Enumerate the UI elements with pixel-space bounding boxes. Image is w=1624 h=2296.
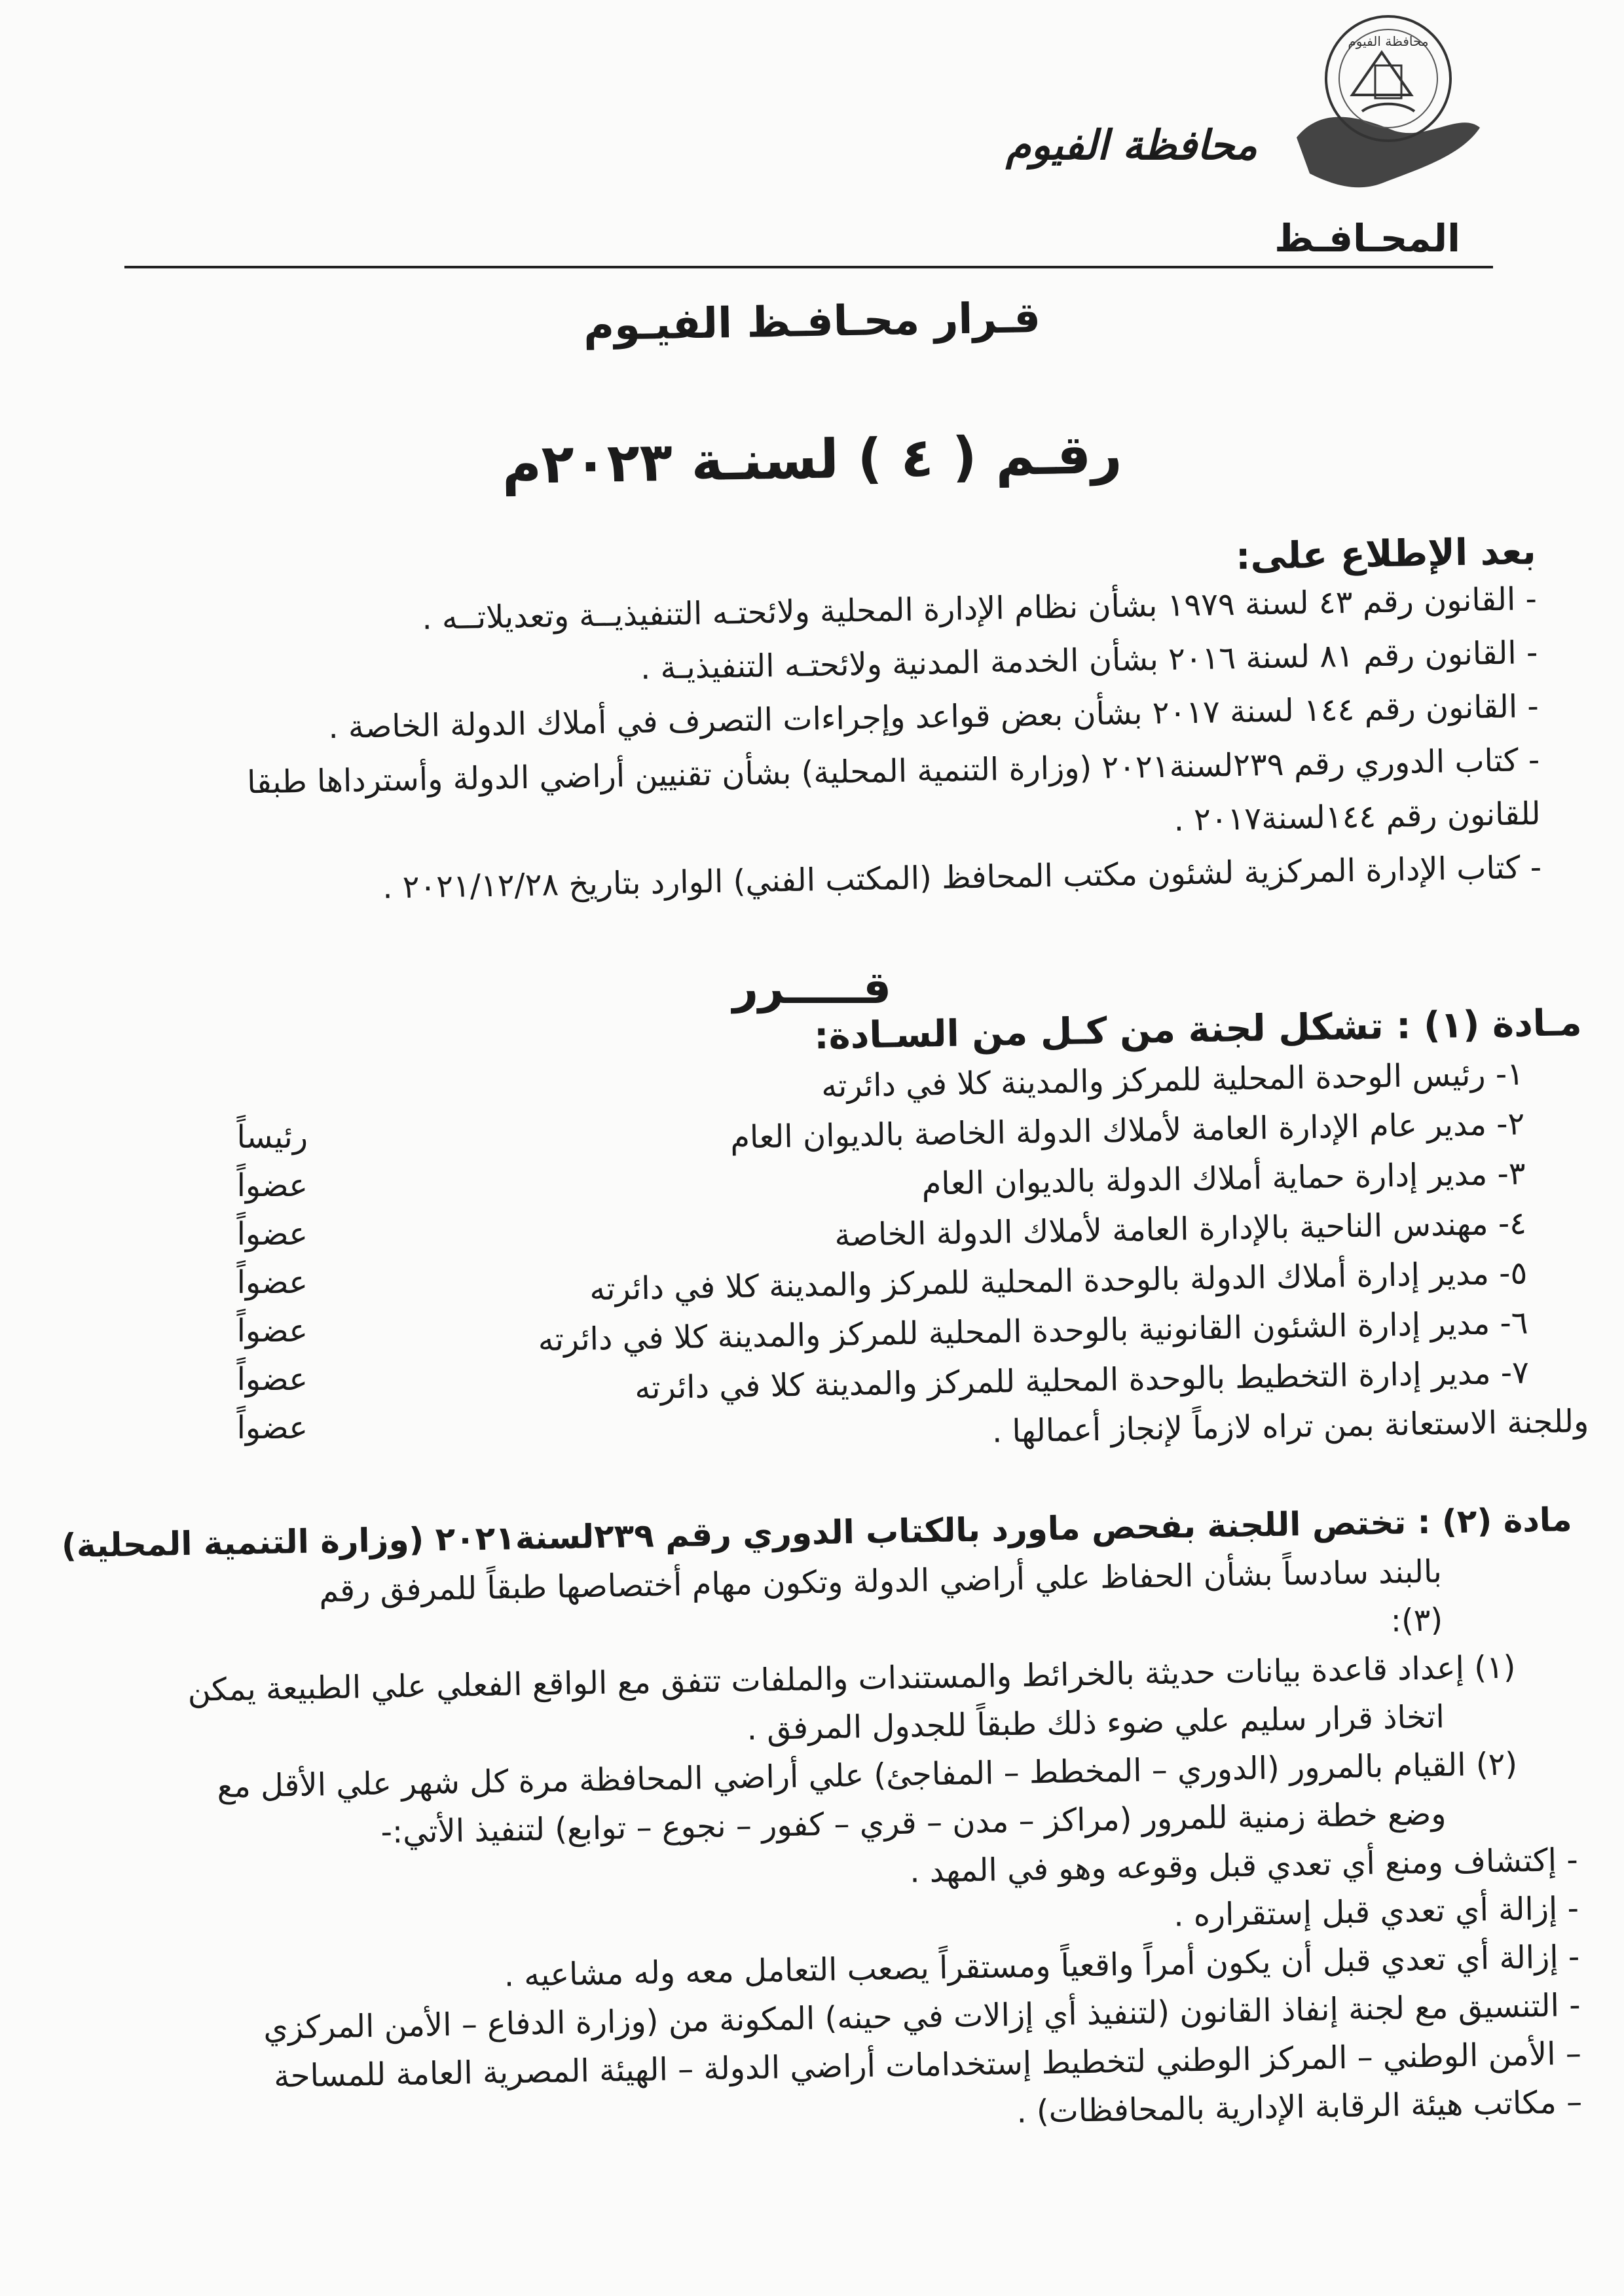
- article-2-heading: مادة (٢) : تختص اللجنة بفحص ماورد بالكتاب الدوري رقم ٢٣٩لسنة٢٠٢١ (وزارة التنمية المحلية): [61, 1500, 1573, 1565]
- article-1-heading: مـادة (١) : تشكل لجنة من كـل من السـادة:: [813, 1002, 1583, 1058]
- task-line: – مكاتب هيئة الرقابة الإدارية بالمحافظات) .: [1016, 2083, 1583, 2130]
- task-line: (١) إعداد قاعدة بيانات حديثة بالخرائط والمستندات والملفات تتفق مع الواقع الفعلي علي الطبيعة يمكن: [187, 1649, 1516, 1709]
- governorate-name: محافظة الفيوم: [1005, 121, 1257, 169]
- recital-item: - القانون رقم ٨١ لسنة ٢٠١٦ بشأن الخدمة المدنية ولائحتـه التنفيذيـة .: [640, 634, 1538, 687]
- committee-member: ١- رئيس الوحدة المحلية للمركز والمدينة كلا في دائرته: [821, 1055, 1524, 1105]
- recitals-section: [56, 530, 1542, 927]
- roles-column: [177, 1113, 308, 1452]
- member-role: عضواً: [236, 1264, 308, 1301]
- recital-item: - القانون رقم ١٤٤ لسنة ٢٠١٧ بشأن بعض قواعد وإجراءات التصرف في أملاك الدولة الخاصة .: [327, 687, 1540, 746]
- task-line: - إزالة أي تعدي قبل أن يكون أمراً واقعياً ومستقراً يصعب التعامل معه وله مشاعيه .: [504, 1938, 1580, 1994]
- header-divider: [124, 266, 1493, 268]
- recital-item: للقانون رقم ١٤٤لسنة٢٠١٧ .: [1173, 795, 1541, 839]
- task-line: اتخاذ قرار سليم علي ضوء ذلك طبقاً للجدول المرفق .: [747, 1698, 1445, 1747]
- recital-item: - القانون رقم ٤٣ لسنة ١٩٧٩ بشأن نظام الإدارة المحلية ولائحتـه التنفيذيــة وتعديلاتــه .: [421, 580, 1538, 637]
- decree-title: قـرار محـافـظ الفيـوم: [583, 293, 1041, 351]
- committee-member: ٢- مدير عام الإدارة العامة لأملاك الدولة الخاصة بالديوان العام: [729, 1105, 1525, 1156]
- recital-item: - كتاب الدوري رقم ٢٣٩لسنة٢٠٢١ (وزارة التنمية المحلية) بشأن تقنيين أراضي الدولة وأسترداها طبقا: [246, 741, 1540, 801]
- governor-label: المحـافـظ: [1274, 216, 1460, 261]
- member-role: عضواً: [236, 1216, 308, 1252]
- task-line: - التنسيق مع لجنة إنفاذ القانون (لتنفيذ أي إزالات في حينه) المكونة من (وزارة الدفاع – الأمن المركزي: [263, 1986, 1581, 2047]
- recital-item: - كتاب الإدارة المركزية لشئون مكتب المحافظ (المكتب الفني) الوارد بتاريخ ٢٠٢١/١٢/٢٨ .: [382, 848, 1542, 906]
- recitals-heading: بعد الإطلاع على:: [1235, 530, 1537, 578]
- article-2: [61, 1499, 1583, 2157]
- task-line: وضع خطة زمنية للمرور (مراكز – مدن – قري – كفور – نجوع – توابع) لتنفيذ الأتي:-: [380, 1795, 1447, 1851]
- article-2-intro: بالبند سادساً بشأن الحفاظ علي أراضي الدولة وتكون مهام أختصاصها طبقاً للمرفق رقم: [318, 1552, 1443, 1609]
- task-line: (٢) القيام بالمرور (الدوري – المخطط – المفاجئ) علي أراضي المحافظة مرة كل شهر علي الأقل مع: [217, 1745, 1518, 1805]
- member-role: عضواً: [236, 1313, 308, 1349]
- member-role: رئيساً: [236, 1119, 308, 1156]
- decided-heading: قـــــرر: [732, 962, 892, 1014]
- committee-member: ٤- مهندس الناحية بالإدارة العامة لأملاك الدولة الخاصة: [834, 1205, 1527, 1254]
- article-2-intro: (٣):: [1390, 1601, 1443, 1639]
- decree-number: رقـم ( ٤ ) لسنـة ٢٠٢٣م: [501, 423, 1123, 497]
- member-role: عضواً: [236, 1410, 308, 1446]
- committee-member: ٦- مدير إدارة الشئون القانونية بالوحدة المحلية للمركز والمدينة كلا في دائرته: [538, 1304, 1529, 1358]
- committee-member: ٧- مدير إدارة التخطيط بالوحدة المحلية للمركز والمدينة كلا في دائرته: [634, 1354, 1530, 1407]
- governorate-logo: [1283, 7, 1493, 196]
- member-role: عضواً: [236, 1361, 308, 1398]
- committee-member: ٣- مدير إدارة حماية أملاك الدولة بالديوان العام: [921, 1155, 1526, 1203]
- logo-text: محافظة الفيوم: [1348, 33, 1429, 49]
- committee-member: ٥- مدير إدارة أملاك الدولة بالوحدة المحلية للمركز والمدينة كلا في دائرته: [589, 1254, 1528, 1308]
- member-role: عضواً: [236, 1167, 308, 1204]
- task-line: - إكتشاف ومنع أي تعدي قبل وقوعه وهو في المهد .: [909, 1841, 1579, 1890]
- task-line: - إزالة أي تعدي قبل إستقراره .: [1173, 1889, 1579, 1934]
- task-line: – الأمن الوطني – المركز الوطني لتخطيط إستخدامات أراضي الدولة – الهيئة المصرية العامة للمساحة: [273, 2035, 1582, 2095]
- committee-closing: وللجنة الاستعانة بمن تراه لازماً لإنجاز أعمالها .: [991, 1402, 1589, 1450]
